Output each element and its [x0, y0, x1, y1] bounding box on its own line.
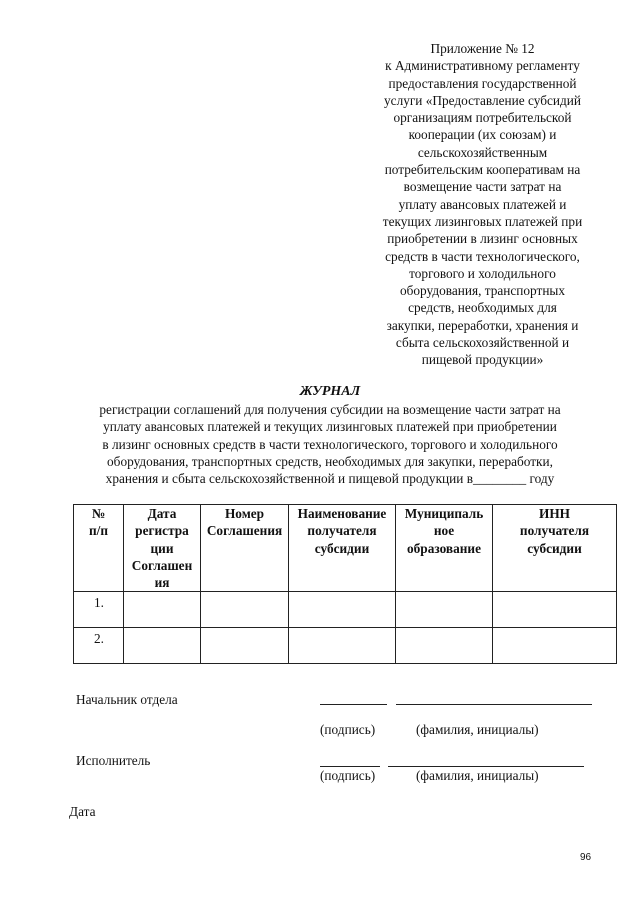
head-of-department-label: Начальник отдела — [76, 692, 178, 707]
journal-description-line: хранения и сбыта сельскохозяйственной и пищевой продукции в________ году — [105, 471, 555, 487]
page-number: 96 — [580, 852, 592, 863]
head-name-line — [396, 704, 592, 705]
table-cell — [493, 592, 617, 628]
header-registration-date: Дата регистра ции Соглашен ия — [124, 505, 201, 592]
appendix-line: Приложение № 12 — [430, 41, 535, 56]
table-cell — [396, 628, 493, 664]
journal-description — [60, 401, 600, 487]
appendix-line: предоставления государственной — [388, 75, 577, 91]
date-label: Дата — [69, 804, 96, 819]
appendix-line: пищевой продукции» — [421, 352, 544, 368]
table-cell — [201, 592, 289, 628]
table-header-row — [74, 505, 617, 592]
appendix-line: возмещение части затрат на — [403, 179, 562, 195]
table-cell — [124, 592, 201, 628]
appendix-line: уплату авансовых платежей и — [398, 196, 567, 212]
appendix-line: кооперации (их союзам) и — [408, 127, 557, 143]
table-row — [74, 592, 617, 628]
appendix-line: торгового и холодильного — [409, 265, 556, 281]
executor-name-caption: (фамилия, инициалы) — [416, 768, 539, 783]
appendix-line: приобретении в лизинг основных — [387, 231, 578, 247]
header-recipient-inn: ИНН получателя субсидии — [493, 505, 617, 592]
head-signature-caption: (подпись) — [320, 722, 376, 737]
journal-description-line: оборудования, транспортных средств, необходимых для закупки, переработки, — [107, 453, 553, 469]
executor-label: Исполнитель — [76, 753, 151, 768]
table-row — [74, 628, 617, 664]
appendix-line: услуги «Предоставление субсидий — [384, 92, 581, 108]
appendix-line: оборудования, транспортных — [399, 283, 566, 299]
journal-description-line: регистрации соглашений для получения субсидии на возмещение части затрат на — [99, 402, 561, 417]
head-signature-line — [320, 704, 387, 705]
table-cell — [289, 628, 396, 664]
header-number: № п/п — [74, 505, 124, 592]
appendix-line: закупки, переработки, хранения и — [386, 317, 579, 333]
journal-title: ЖУРНАЛ — [299, 384, 361, 399]
journal-description-line: в лизинг основных средств в части технологического, торгового и холодильного — [102, 436, 558, 452]
table-cell — [289, 592, 396, 628]
appendix-header — [360, 40, 605, 369]
table-cell — [493, 628, 617, 664]
table-cell: 1. — [74, 592, 124, 628]
appendix-line: текущих лизинговых платежей при — [382, 213, 583, 229]
header-recipient-name: Наименование получателя субсидии — [289, 505, 396, 592]
appendix-line: потребительским кооперативам на — [384, 162, 581, 178]
table-cell — [201, 628, 289, 664]
table-cell — [124, 628, 201, 664]
appendix-line: сбыта сельскохозяйственной и — [395, 335, 570, 351]
head-name-caption: (фамилия, инициалы) — [416, 722, 539, 737]
appendix-line: организациям потребительской — [393, 110, 572, 126]
table-cell — [396, 592, 493, 628]
table-cell: 2. — [74, 628, 124, 664]
registration-table — [73, 504, 617, 664]
journal-description-line: уплату авансовых платежей и текущих лизинговых платежей при приобретении — [103, 419, 557, 435]
header-municipality: Муниципаль ное образование — [396, 505, 493, 592]
header-agreement-number: Номер Соглашения — [201, 505, 289, 592]
appendix-line: сельскохозяйственным — [417, 144, 548, 160]
appendix-line: к Административному регламенту — [385, 58, 580, 74]
appendix-line: средств в части технологического, — [385, 248, 580, 264]
executor-signature-caption: (подпись) — [320, 768, 376, 783]
appendix-line: средств, необходимых для — [408, 300, 557, 316]
